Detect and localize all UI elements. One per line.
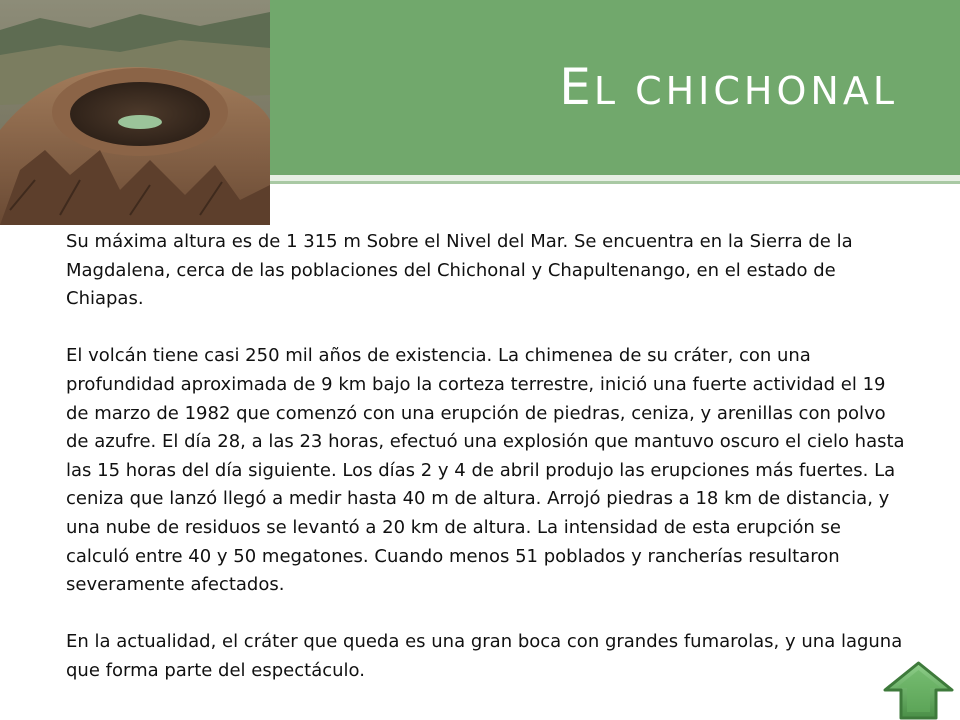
header-divider-shadow [270,181,960,184]
slide-body [66,228,906,686]
title-initial: E [559,58,594,116]
back-to-top-button[interactable] [881,660,956,720]
title-rest: L CHICHONAL [593,69,898,113]
paragraph-location: Su máxima altura es de 1 315 m Sobre el Nivel del Mar. Se encuentra en la Sierra de la Magdalena, cerca de las poblaciones del Chichonal y Chapultenango, en el estado de Chiapas. [66,231,853,310]
volcano-crater-photo [0,0,270,225]
up-arrow-icon [881,660,956,720]
paragraph-history: El volcán tiene casi 250 mil años de existencia. La chimenea de su cráter, con una profundidad aproximada de 9 km bajo la corteza terrestre, inició una fuerte actividad el 19 de marzo de 1982 que comenzó con una erupción de piedras, ceniza, y arenillas con polvo de azufre. El día 28, a las 23 horas, efectuó una explosión que mantuvo oscuro el cielo hasta las 15 horas del día siguiente. Los días 2 y 4 de abril produjo las erupciones más fuertes. La ceniza que lanzó llegó a medir hasta 40 m de altura. Arrojó piedras a 18 km de distancia, y una nube de residuos se levantó a 20 km de altura. La intensidad de esta erupción se calculó entre 40 y 50 megatones. Cuando menos 51 poblados y rancherías resultaron severamente afectados. [66,345,905,596]
slide-title [559,52,898,122]
paragraph-present: En la actualidad, el cráter que queda es una gran boca con grandes fumarolas, y una laguna que forma parte del espectáculo. [66,631,903,681]
